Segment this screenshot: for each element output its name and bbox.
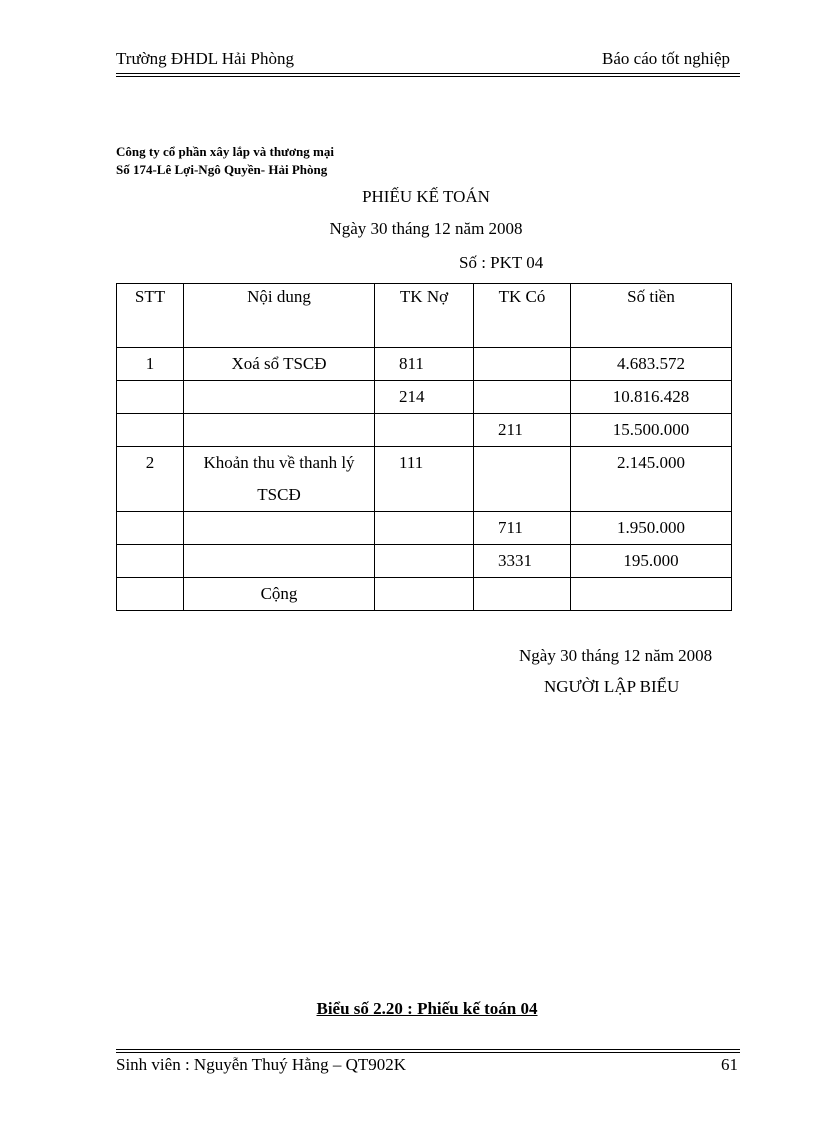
table-row <box>117 348 732 381</box>
figure-caption <box>116 999 738 1019</box>
table-header-row <box>117 284 732 348</box>
figure-caption-text: Biểu số 2.20 : Phiếu kế toán 04 <box>316 999 538 1018</box>
footer-rule <box>116 1049 740 1050</box>
signature-date: Ngày 30 tháng 12 năm 2008 <box>519 646 713 665</box>
cell-debit: 811 <box>375 348 474 381</box>
company-address: Số 174-Lê Lợi-Ngô Quyền- Hải Phòng <box>116 162 328 177</box>
cell-credit <box>474 348 571 381</box>
accounting-voucher-table <box>116 283 732 611</box>
cell-content: Xoá sổ TSCĐ <box>184 348 375 381</box>
cell-stt <box>117 578 184 611</box>
table-row <box>117 447 732 512</box>
document-number: Số : PKT 04 <box>459 253 544 272</box>
page-number: 61 <box>721 1055 738 1074</box>
cell-content <box>184 381 375 414</box>
cell-content <box>184 545 375 578</box>
cell-debit <box>375 512 474 545</box>
header-rule <box>116 73 740 74</box>
cell-content-line1: Khoản thu về thanh lý <box>203 453 355 472</box>
table-row <box>117 512 732 545</box>
col-header-stt: STT <box>117 284 184 348</box>
cell-amount: 15.500.000 <box>571 414 732 447</box>
header-school: Trường ĐHDL Hải Phòng <box>116 49 294 68</box>
table-row <box>117 414 732 447</box>
cell-debit: 111 <box>375 447 474 512</box>
cell-credit: 3331 <box>474 545 571 578</box>
table-total-row <box>117 578 732 611</box>
table-row <box>117 381 732 414</box>
company-block <box>116 143 334 179</box>
company-name: Công ty cổ phần xây lắp và thương mại <box>116 144 334 159</box>
cell-credit <box>474 381 571 414</box>
table-row <box>117 545 732 578</box>
cell-stt <box>117 414 184 447</box>
cell-amount: 4.683.572 <box>571 348 732 381</box>
cell-credit <box>474 447 571 512</box>
cell-content <box>184 414 375 447</box>
col-header-debit: TK Nợ <box>375 284 474 348</box>
cell-credit: 211 <box>474 414 571 447</box>
cell-stt: 1 <box>117 348 184 381</box>
cell-amount <box>571 578 732 611</box>
cell-amount: 195.000 <box>571 545 732 578</box>
footer-rule-double <box>116 1052 740 1053</box>
cell-content <box>184 447 375 512</box>
cell-stt <box>117 545 184 578</box>
document-date: Ngày 30 tháng 12 năm 2008 <box>329 219 523 238</box>
cell-amount: 10.816.428 <box>571 381 732 414</box>
footer-student: Sinh viên : Nguyễn Thuý Hằng – QT902K <box>116 1055 407 1074</box>
col-header-content: Nội dung <box>184 284 375 348</box>
cell-amount: 2.145.000 <box>571 447 732 512</box>
cell-stt: 2 <box>117 447 184 512</box>
cell-credit <box>474 578 571 611</box>
document-title: PHIẾU KẾ TOÁN <box>362 187 490 206</box>
cell-stt <box>117 512 184 545</box>
cell-debit <box>375 414 474 447</box>
col-header-amount: Số tiền <box>571 284 732 348</box>
cell-content-line2: TSCĐ <box>257 485 301 504</box>
col-header-credit: TK Có <box>474 284 571 348</box>
cell-stt <box>117 381 184 414</box>
cell-debit <box>375 545 474 578</box>
cell-debit <box>375 578 474 611</box>
cell-content <box>184 512 375 545</box>
cell-debit: 214 <box>375 381 474 414</box>
cell-amount: 1.950.000 <box>571 512 732 545</box>
header-rule-double <box>116 76 740 77</box>
header-report-type: Báo cáo tốt nghiệp <box>602 49 730 68</box>
signature-role: NGƯỜI LẬP BIỂU <box>544 677 680 696</box>
cell-credit: 711 <box>474 512 571 545</box>
cell-total-label: Cộng <box>184 578 375 611</box>
